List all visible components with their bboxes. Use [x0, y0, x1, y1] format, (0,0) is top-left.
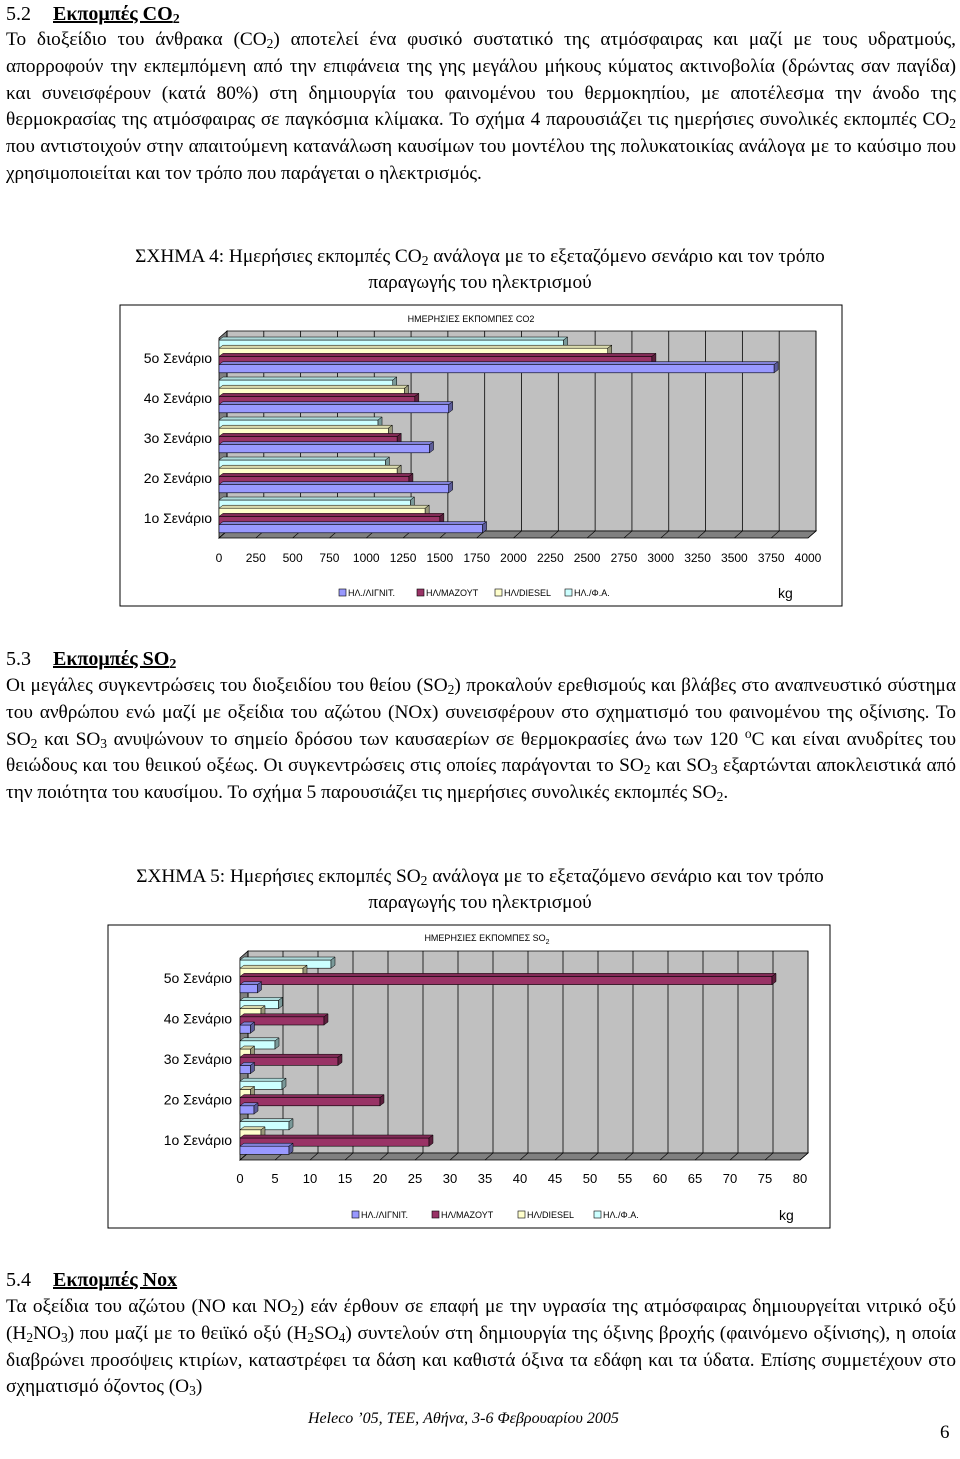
- legend-swatch: [432, 1211, 439, 1218]
- x-tick-label: 55: [617, 1171, 633, 1186]
- bar: [240, 1098, 380, 1106]
- page-number: 6: [940, 1422, 950, 1443]
- x-tick-label: 45: [547, 1171, 563, 1186]
- bar-top: [240, 965, 307, 968]
- x-tick-label: 35: [477, 1171, 493, 1186]
- legend-label: ΗΛ./ΛΙΓΝΙΤ.: [348, 588, 395, 598]
- category-label: 5ο Σενάριο: [163, 970, 232, 987]
- x-axis-label: kg: [778, 585, 793, 601]
- legend-label: ΗΛ./Φ.Α.: [603, 1210, 639, 1220]
- section-number: 5.3: [6, 648, 31, 670]
- legend-swatch: [594, 1211, 601, 1218]
- legend-label: ΗΛ/ΜΑΖΟΥΤ: [426, 588, 479, 598]
- x-tick-label: 15: [337, 1171, 353, 1186]
- bar-top: [240, 1135, 433, 1138]
- x-tick-label: 1250: [389, 551, 417, 565]
- bar-top: [240, 957, 335, 960]
- x-tick-label: 250: [245, 551, 266, 565]
- x-tick-label: 2250: [536, 551, 564, 565]
- x-tick-label: 20: [372, 1171, 388, 1186]
- x-tick-label: 0: [215, 551, 223, 565]
- legend-swatch: [518, 1211, 525, 1218]
- bar: [240, 1106, 254, 1114]
- bar: [240, 1065, 251, 1073]
- category-label: 2ο Σενάριο: [163, 1091, 232, 1108]
- bar: [240, 1146, 289, 1154]
- section-title: Εκπομπές $CO_2$: [53, 3, 180, 27]
- section-number: 5.4: [6, 1269, 31, 1291]
- x-tick-label: 65: [687, 1171, 703, 1186]
- x-tick-label: 3750: [757, 551, 785, 565]
- bar-top: [240, 1078, 286, 1081]
- category-label: 4ο Σενάριο: [143, 390, 212, 406]
- category-label: 1ο Σενάριο: [143, 510, 212, 526]
- section-title: Εκπομπές $SO_2$: [53, 648, 177, 672]
- x-tick-label: 2000: [500, 551, 527, 565]
- paragraph-nox: Τα οξείδια του αζώτου (NO και $NO_2$) εάν έρθουν σε επαφή με την υγρασία της ατμόσφαιρας δημιουργείται νιτρικό οξύ $(H_2NO_3)$ που μαζί με το θειϊκό οξύ $(H_2SO_4)$ συντελούν στη δημιουργία της όξινης βροχής (φαινόμενο οξίνισης), η οποία διαβρώνει προσόψεις κτιρίων, καταστρέφει τα δάση και καθιστά όξινα τα εδάφη και τα ύδατα. Επίσης συμμετέχουν στο σχηματισμό όζοντος $(O_3)$: [6, 1296, 957, 1399]
- x-tick-label: 60: [652, 1171, 668, 1186]
- bar-top: [240, 997, 283, 1000]
- x-tick-label: 2750: [610, 551, 638, 565]
- x-tick-label: 80: [792, 1171, 808, 1186]
- legend-label: ΗΛ/ΜΑΖΟΥΤ: [441, 1210, 494, 1220]
- bar-top: [240, 1038, 279, 1041]
- paragraph-so2: Οι μεγάλες συγκεντρώσεις του διοξειδίου του θείου $(SO_2)$ προκαλούν ερεθισμούς και βλάβες στο αναπνευστικό σύστημα του ανθρώπου ενώ μαζί με οξείδια του αζώτου (NOx) συνεισφέρουν στο σχηματισμό του φαινομένου της οξίνισης. Το $SO_2$ και $SO_3$ ανυψώνουν το σημείο δρόσου των καυσαερίων σε θερμοκρασίες άνω των 120 $^o$C και είναι ανυδρίτες του θειώδους και του θειικού οξέως. Οι συγκεντρώσεις στις οποίες παράγονται το $SO_2$ και $SO_3$ εξαρτώνται αποκλειστικά από την ποιότητα του καυσίμου. Το σχήμα 5 παρουσιάζει τις ημερήσιες συνολικές εκπομπές $SO_2$.: [6, 675, 956, 805]
- chart-title-subscript: 2: [545, 939, 550, 946]
- section-title: Εκπομπές Nox: [53, 1269, 178, 1291]
- section-heading-nox: [6, 1268, 177, 1292]
- bar-top: [240, 1119, 293, 1122]
- x-tick-label: 1750: [463, 551, 491, 565]
- bar-top: [240, 1095, 384, 1098]
- category-label: 3ο Σενάριο: [143, 430, 212, 446]
- x-tick-label: 50: [582, 1171, 598, 1186]
- chart-title: ΗΜΕΡΗΣΙΕΣ ΕΚΠΟΜΠΕΣ $SO_2$: [424, 933, 550, 946]
- x-tick-label: 1000: [352, 551, 380, 565]
- legend-label: ΗΛ/DIESEL: [504, 588, 552, 598]
- category-label: 1ο Σενάριο: [163, 1131, 232, 1148]
- x-tick-label: 4000: [794, 551, 822, 565]
- category-label: 3ο Σενάριο: [163, 1051, 232, 1067]
- category-label: 2ο Σενάριο: [143, 470, 212, 486]
- bar-top: [240, 1014, 328, 1017]
- x-tick-label: 750: [319, 551, 340, 565]
- x-tick-label: 3500: [721, 551, 748, 565]
- x-tick-label: 2500: [573, 551, 601, 565]
- category-label: 4ο Σενάριο: [163, 1010, 232, 1027]
- x-tick-label: 500: [282, 551, 303, 565]
- x-tick-label: 5: [271, 1171, 279, 1186]
- x-tick-label: 25: [407, 1171, 423, 1186]
- x-tick-label: 3000: [647, 551, 675, 565]
- page-footer: Heleco ’05, TEE, Αθήνα, 3-6 Φεβρουαρίου 2005: [308, 1410, 619, 1427]
- x-tick-label: 75: [757, 1171, 773, 1186]
- x-tick-label: 10: [302, 1171, 318, 1186]
- section-number: 5.2: [6, 3, 31, 25]
- bar: [240, 1025, 251, 1033]
- figure-5-caption: ΣΧΗΜΑ 5: Ημερήσιες εκπομπές $SO_2$ ανάλογα με το εξεταζόμενο σενάριο και τον τρόπο παραγωγής του ηλεκτρισμού: [136, 866, 824, 913]
- legend-label: ΗΛ./ΛΙΓΝΙΤ.: [361, 1210, 408, 1220]
- x-tick-label: 40: [512, 1171, 528, 1186]
- bar-top: [240, 1143, 293, 1146]
- x-tick-label: 1500: [426, 551, 454, 565]
- bar-top: [240, 1054, 342, 1057]
- bar: [240, 985, 258, 993]
- paragraph-co2: Το διοξείδιο του άνθρακα $(CO_2)$ αποτελεί ένα φυσικό συστατικό της ατμόσφαιρας και μαζί με τους υδρατμούς, απορροφούν την εκπεμπόμενη από την επιφάνεια της γης μεγάλου μήκους κύματος ακτινοβολία (δρώντας σαν παγίδα) και συνεισφέρουν (κατά 80%) στη δημιουργία του φαινομένου του θερμοκηπίου, με αποτέλεσμα την άνοδο της θερμοκρασίας της ατμόσφαιρας σε παγκόσμια κλίμακα. Το σχήμα 4 παρουσιάζει τις ημερήσιες συνολικές εκπομπές $CO_2$ που αντιστοιχούν στην απαιτούμενη κατανάλωση καυσίμων του μοντέλου της πολυκατοικίας ανάλογα με το καύσιμο που χρησιμοποιείται και τον τρόπο που παράγεται ο ηλεκτρισμός.: [6, 29, 956, 184]
- chart-title: ΗΜΕΡΗΣΙΕΣ ΕΚΠΟΜΠΕΣ CO2: [407, 314, 535, 324]
- bar: [240, 976, 772, 984]
- x-tick-label: 0: [236, 1171, 244, 1186]
- legend-label: ΗΛ./Φ.Α.: [574, 588, 610, 598]
- category-label: 5ο Σενάριο: [143, 350, 212, 366]
- figure-4-caption: ΣΧΗΜΑ 4: Ημερήσιες εκπομπές $CO_2$ ανάλογα με το εξεταζόμενο σενάριο και τον τρόπο παραγωγής του ηλεκτρισμού: [135, 246, 825, 293]
- legend-swatch: [352, 1211, 359, 1218]
- legend-label: ΗΛ/DIESEL: [527, 1210, 575, 1220]
- x-tick-label: 70: [722, 1171, 738, 1186]
- x-axis-label: kg: [779, 1207, 794, 1223]
- x-tick-label: 3250: [684, 551, 711, 565]
- x-tick-label: 30: [442, 1171, 458, 1186]
- bar-top: [240, 973, 776, 976]
